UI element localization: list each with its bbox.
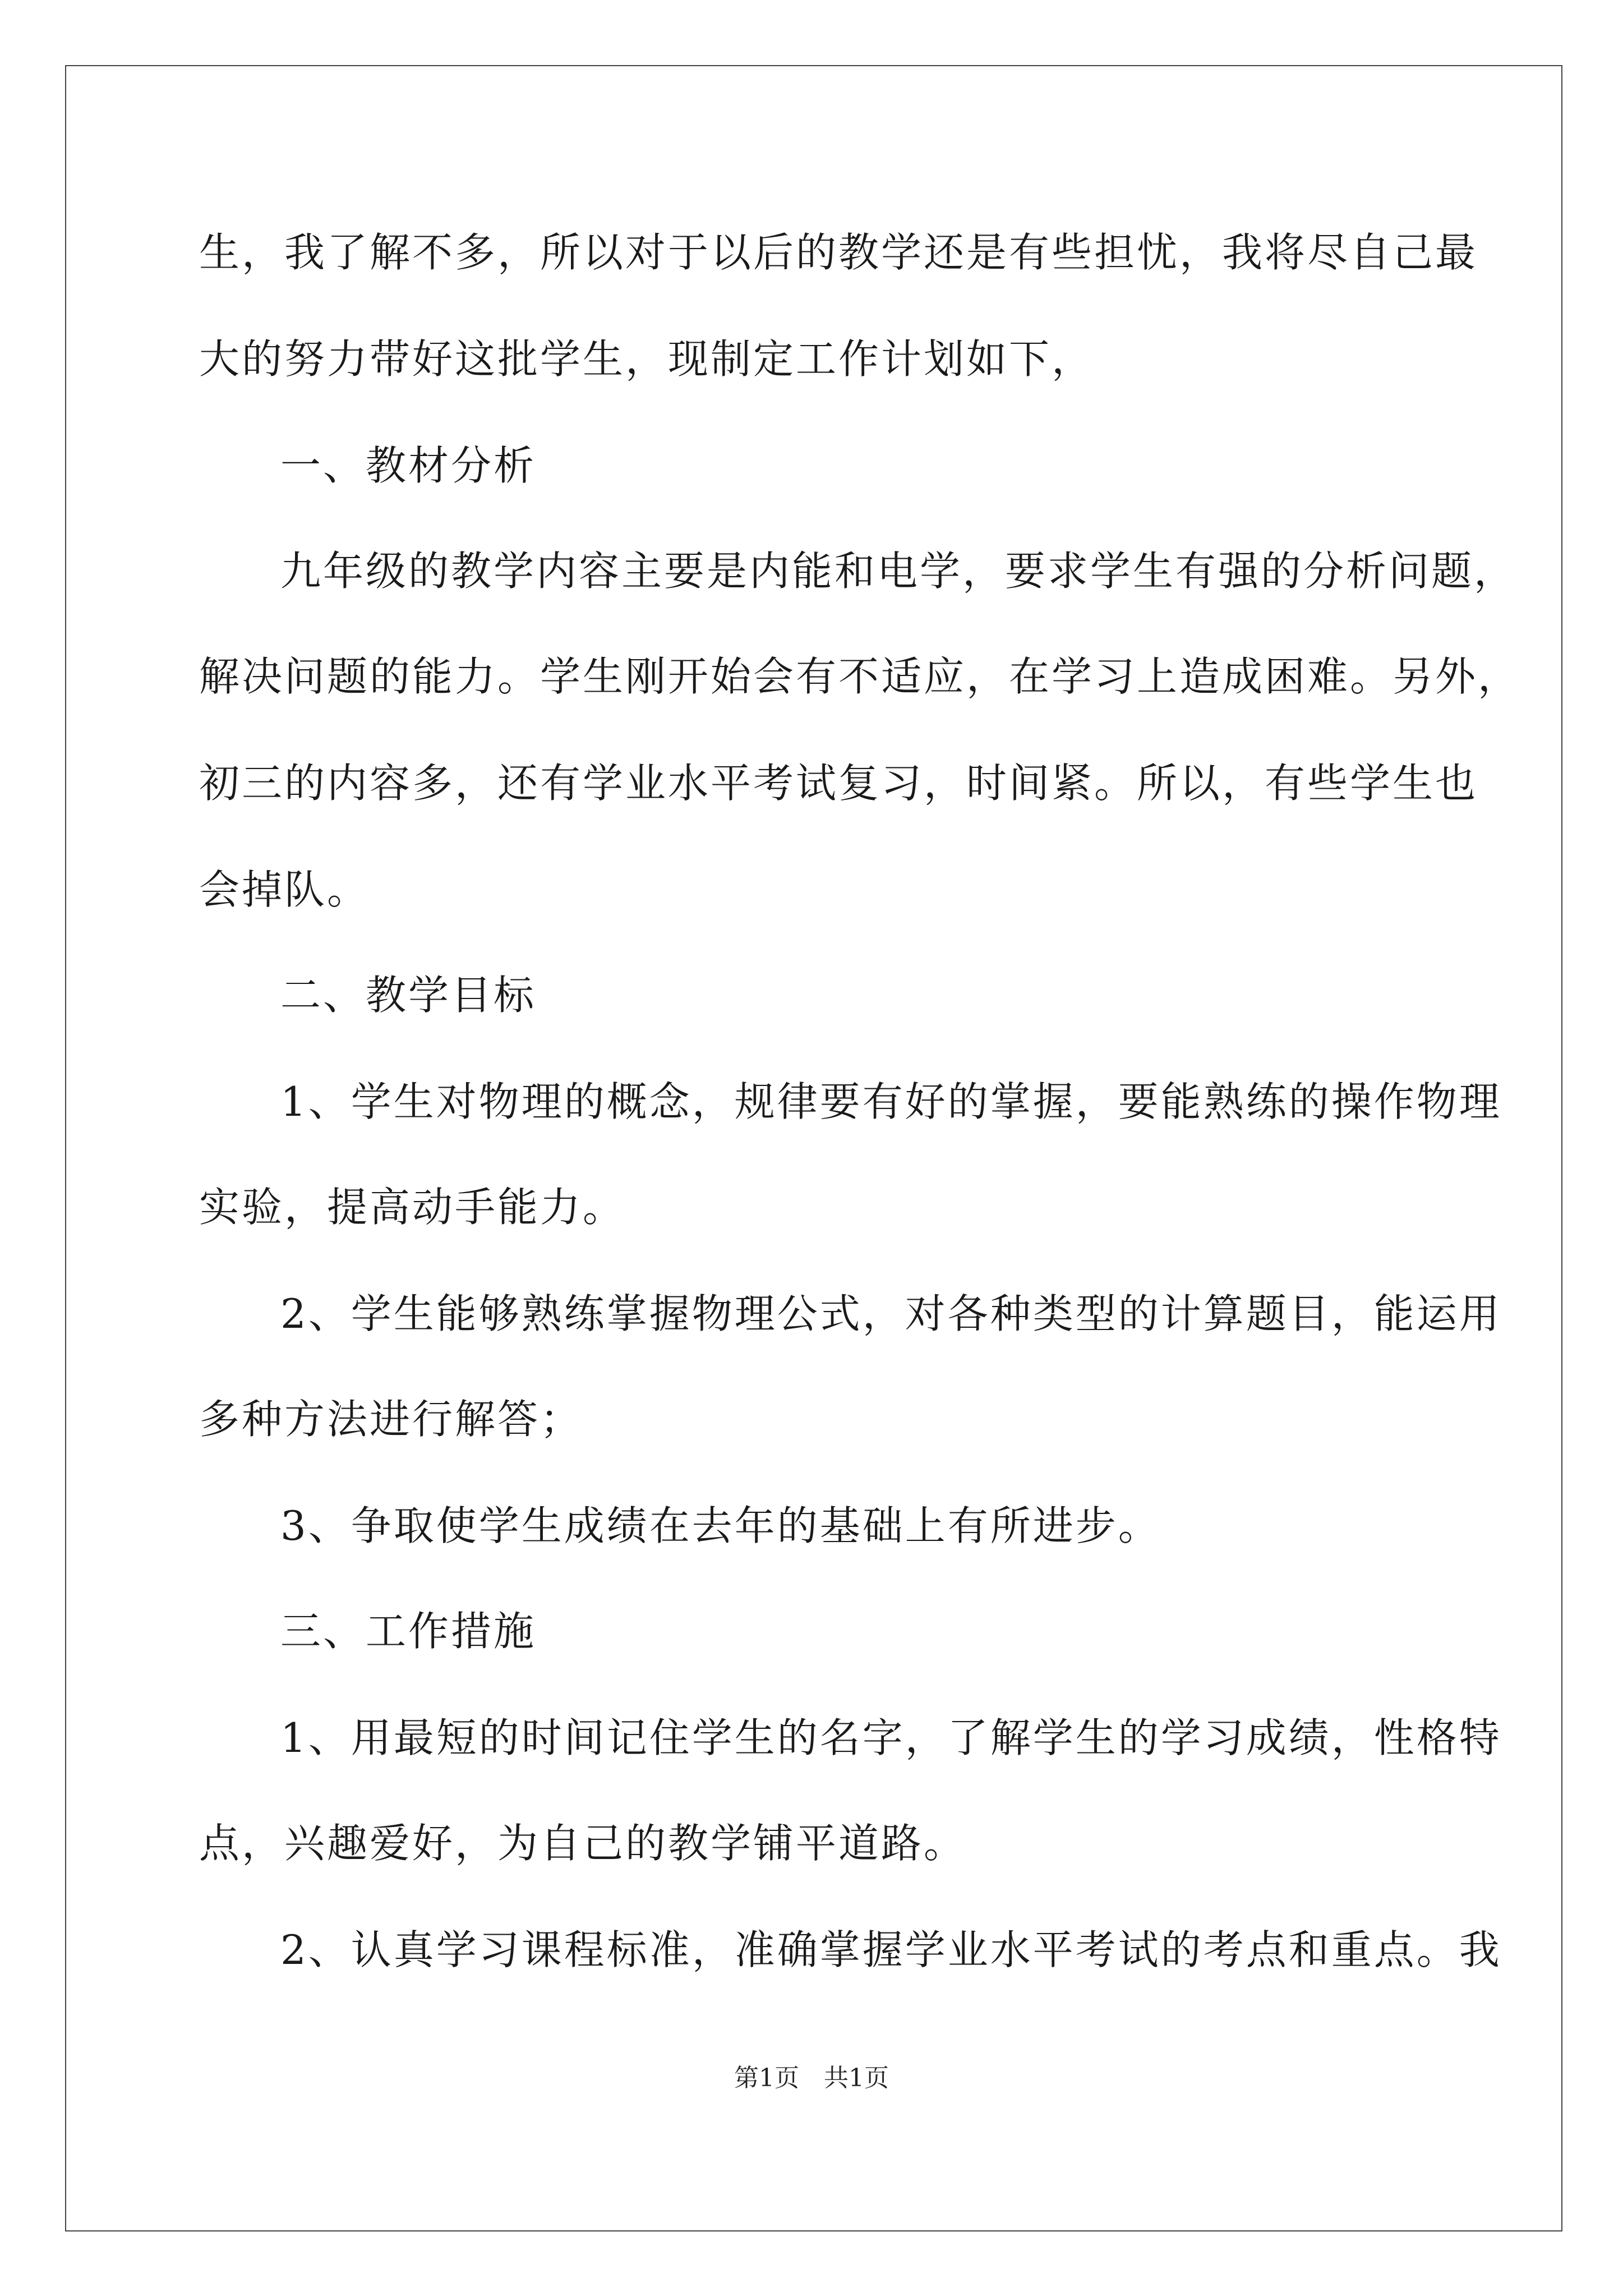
list-item-line: 点，兴趣爱好，为自己的教学铺平道路。 <box>199 1820 967 1867</box>
body-text-line: 初三的内容多，还有学业水平考试复习，时间紧。所以，有些学生也 <box>199 760 1478 807</box>
body-text-line: 解决问题的能力。学生刚开始会有不适应，在学习上造成困难。另外， <box>199 653 1521 700</box>
section-heading: 一、教材分析 <box>280 442 537 489</box>
body-text-line: 生，我了解不多，所以对于以后的教学还是有些担忧，我将尽自己最 <box>199 229 1478 276</box>
page-border <box>65 65 1562 2231</box>
body-text-line: 九年级的教学内容主要是内能和电学，要求学生有强的分析问题， <box>280 547 1517 595</box>
body-text-line: 会掉队。 <box>199 866 370 913</box>
section-heading: 二、教学目标 <box>280 972 537 1019</box>
list-item-line: 1、学生对物理的概念，规律要有好的掌握，要能熟练的操作物理 <box>280 1078 1502 1125</box>
section-heading: 三、工作措施 <box>280 1608 537 1655</box>
list-item-line: 2、认真学习课程标准，准确掌握学业水平考试的考点和重点。我 <box>280 1926 1502 1973</box>
list-item-line: 2、学生能够熟练掌握物理公式，对各种类型的计算题目，能运用 <box>280 1290 1502 1337</box>
page-footer: 第1页 共1页 <box>734 2064 889 2092</box>
list-item-line: 实验，提高动手能力。 <box>199 1184 626 1231</box>
list-item-line: 3、争取使学生成绩在去年的基础上有所进步。 <box>280 1502 1161 1549</box>
body-text-line: 大的努力带好这批学生，现制定工作计划如下， <box>199 335 1095 383</box>
list-item-line: 多种方法进行解答； <box>199 1396 583 1443</box>
list-item-line: 1、用最短的时间记住学生的名字，了解学生的学习成绩，性格特 <box>280 1714 1502 1761</box>
